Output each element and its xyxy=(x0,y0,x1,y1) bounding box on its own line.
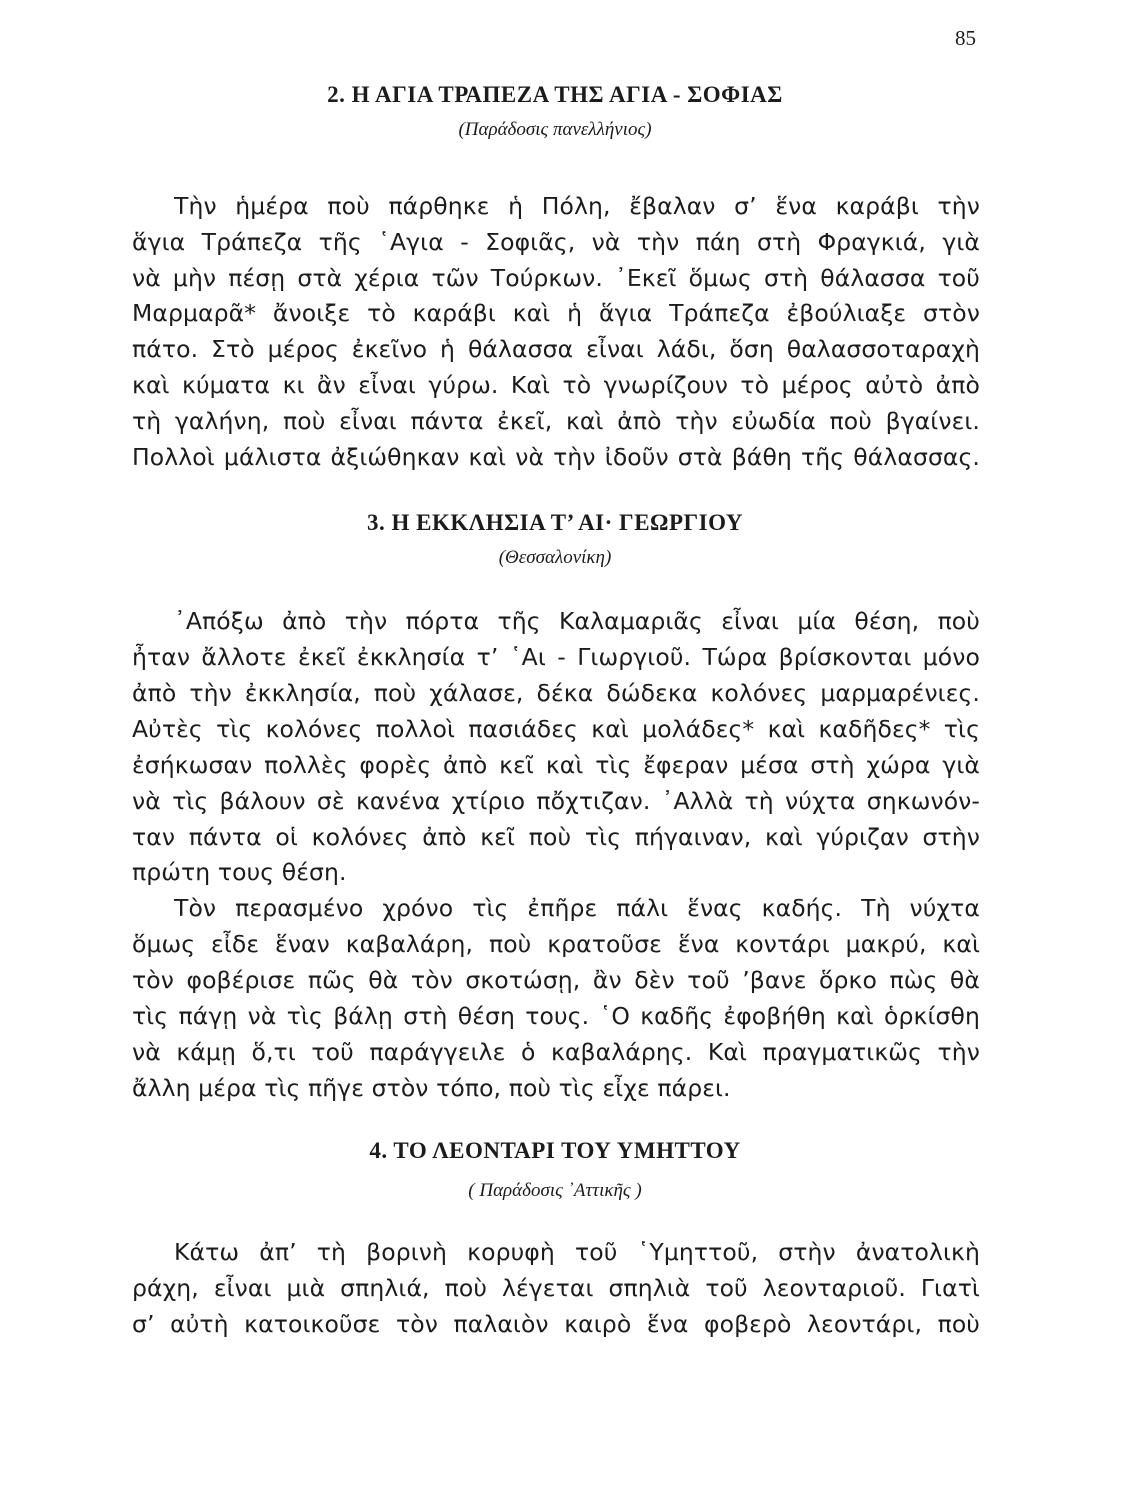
text-line: νὰ κάμῃ ὅ,τι τοῦ παράγγειλε ὁ καβαλάρης. Καὶ πραγματικῶς τὴν xyxy=(132,1038,980,1066)
section-subheading: (Παράδοσις πανελλήνιος) xyxy=(458,119,652,140)
text-line: Τὸν περασμένο χρόνο τὶς ἐπῆρε πάλι ἕνας καδής. Τὴ νύχτα xyxy=(174,894,980,922)
section-heading: 3. Η ΕΚΚΛΗΣΙΑ Τ’ ΑΙ· ΓΕΩΡΓΙΟΥ xyxy=(367,510,743,535)
section-heading: 2. Η ΑΓΙΑ ΤΡΑΠΕΖΑ ΤΗΣ ΑΓΙΑ - ΣΟΦΙΑΣ xyxy=(327,82,783,107)
text-line: ἄλλη μέρα τὶς πῆγε στὸν τόπο, ποὺ τὶς εἶχε πάρει. xyxy=(132,1074,731,1102)
text-line: ἦταν ἄλλοτε ἐκεῖ ἐκκλησία τ’ ῾Αι - Γιωργιοῦ. Τώρα βρίσκονται μόνο xyxy=(132,643,980,671)
section-subheading: (Θεσσαλονίκη) xyxy=(498,547,612,568)
section-subheading: ( Παράδοσις ᾿Αττικῆς ) xyxy=(468,1180,642,1201)
text-line: πάτο. Στὸ μέρος ἐκεῖνο ἡ θάλασσα εἶναι λάδι, ὅση θαλασσοταραχὴ xyxy=(132,335,980,363)
text-line: ἅγια Τράπεζα τῆς ῾Αγια - Σοφιᾶς, νὰ τὴν πάη στὴ Φραγκιά, γιὰ xyxy=(132,228,980,256)
text-line: ἀπὸ τὴν ἐκκλησία, ποὺ χάλασε, δέκα δώδεκα κολόνες μαρμαρένιες. xyxy=(132,679,980,707)
text-line: σ’ αὐτὴ κατοικοῦσε τὸν παλαιὸν καιρὸ ἕνα φοβερὸ λεοντάρι, ποὺ xyxy=(132,1310,980,1338)
text-line: Τὴν ἡμέρα ποὺ πάρθηκε ἡ Πόλη, ἔβαλαν σ’ ἕνα καράβι τὴν xyxy=(174,192,980,220)
text-line: Μαρμαρᾶ* ἄνοιξε τὸ καράβι καὶ ἡ ἅγια Τράπεζα ἐβούλιαξε στὸν xyxy=(132,299,980,327)
text-line: καὶ κύματα κι ἂν εἶναι γύρω. Καὶ τὸ γνωρίζουν τὸ μέρος αὐτὸ ἀπὸ xyxy=(132,371,980,399)
section-heading: 4. ΤΟ ΛΕΟΝΤΑΡΙ ΤΟΥ ΥΜΗΤΤΟΥ xyxy=(369,1138,741,1163)
text-line: νὰ τὶς βάλουν σὲ κανένα χτίριο πὄχτιζαν. ᾿Αλλὰ τὴ νύχτα σηκωνόν- xyxy=(132,787,980,815)
text-line: Πολλοὶ μάλιστα ἀξιώθηκαν καὶ νὰ τὴν ἰδοῦν στὰ βάθη τῆς θάλασσας. xyxy=(132,443,980,471)
text-line: ἐσήκωσαν πολλὲς φορὲς ἀπὸ κεῖ καὶ τὶς ἔφεραν μέσα στὴ χώρα γιὰ xyxy=(132,751,980,779)
page-number: 85 xyxy=(955,26,976,50)
text-line: ὅμως εἶδε ἕναν καβαλάρη, ποὺ κρατοῦσε ἕνα κοντάρι μακρύ, καὶ xyxy=(132,930,980,958)
text-line: τὴ γαλήνη, ποὺ εἶναι πάντα ἐκεῖ, καὶ ἀπὸ τὴν εὐωδία ποὺ βγαίνει. xyxy=(132,407,980,435)
text-line: πρώτη τους θέση. xyxy=(132,858,347,886)
text-line: τὸν φοβέρισε πῶς θὰ τὸν σκοτώσῃ, ἂν δὲν τοῦ ’βανε ὅρκο πὼς θὰ xyxy=(132,966,980,994)
text-line: τὶς πάγῃ νὰ τὶς βάλῃ στὴ θέση τους. ῾Ο καδῆς ἐφοβήθη καὶ ὁρκίσθη xyxy=(132,1002,980,1030)
text-line: νὰ μὴν πέσῃ στὰ χέρια τῶν Τούρκων. ᾿Εκεῖ ὅμως στὴ θάλασσα τοῦ xyxy=(132,264,980,292)
text-line: ᾿Απόξω ἀπὸ τὴν πόρτα τῆς Καλαμαριᾶς εἶναι μία θέση, ποὺ xyxy=(174,607,980,635)
text-line: ράχη, εἶναι μιὰ σπηλιά, ποὺ λέγεται σπηλιὰ τοῦ λεονταριοῦ. Γιατὶ xyxy=(132,1274,980,1302)
text-line: ταν πάντα οἱ κολόνες ἀπὸ κεῖ ποὺ τὶς πήγαιναν, καὶ γύριζαν στὴν xyxy=(132,823,980,851)
text-line: Αὐτὲς τὶς κολόνες πολλοὶ πασιάδες καὶ μολάδες* καὶ καδῆδες* τὶς xyxy=(132,715,980,743)
text-line: Κάτω ἀπ’ τὴ βορινὴ κορυφὴ τοῦ ῾Υμηττοῦ, στὴν ἀνατολικὴ xyxy=(174,1238,980,1266)
